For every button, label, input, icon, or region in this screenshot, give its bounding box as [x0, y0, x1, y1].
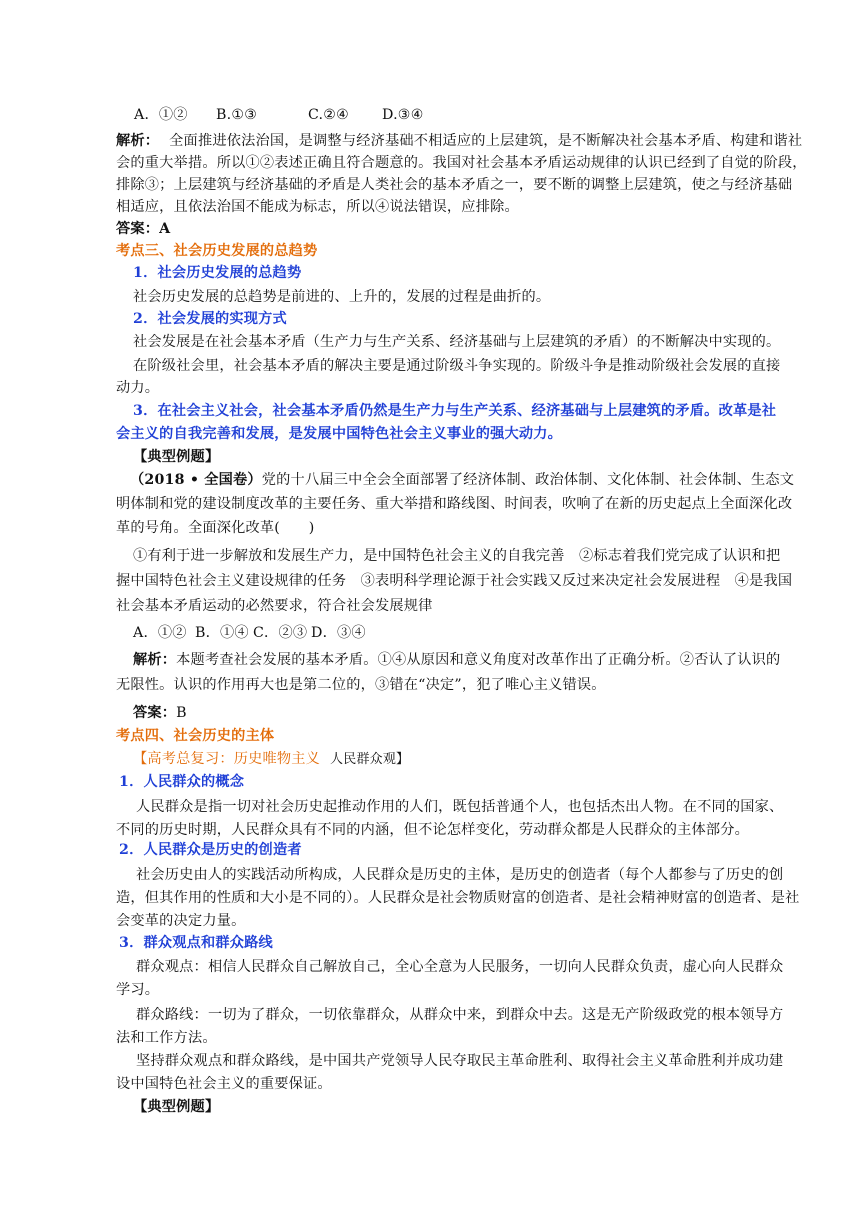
option-d: D.③④	[382, 107, 424, 123]
section-4-paragraph: 社会历史由人的实践活动所构成，人民群众是历史的主体，是历史的创造者（每个人都参与了历史的创	[136, 867, 784, 883]
question-answer	[133, 702, 187, 724]
section-4-heading-2: 2．人民群众是历史的创造者	[119, 842, 302, 858]
section-4-title: 考点四、社会历史的主体	[116, 728, 275, 744]
section-4-paragraph: 群众观点：相信人民群众自己解放自己，全心全意为人民服务，一切向人民群众负责，虚心向人民群众	[136, 959, 784, 975]
section-3-heading-3: 会主义的自我完善和发展，是发展中国特色社会主义事业的强大动力。	[116, 426, 563, 442]
section-4-paragraph: 造，但其作用的性质和大小是不同的）。人民群众是社会物质财富的创造者、是社会精神财富的创造者、是社	[116, 890, 800, 906]
section-3-heading-3: 3．在社会主义社会，社会基本矛盾仍然是生产力与生产关系、经济基础与上层建筑的矛盾。改革是社	[133, 403, 777, 419]
option-c: C．②③	[253, 625, 308, 641]
answer-label: 答案：	[133, 705, 177, 721]
q1-analysis-line: 相适应，且依法治国不能成为标志，所以④说法错误，应排除。	[116, 199, 519, 215]
question-stem-line: 明体制和党的建设制度改革的主要任务、重大举措和路线图、时间表，吹响了在新的历史起点上全面深化改	[116, 496, 793, 512]
question-stem-line: 革的号角。全面深化改革( )	[116, 520, 315, 536]
section-4-paragraph: 会变革的决定力量。	[116, 913, 246, 929]
option-a: A．①②	[133, 625, 187, 641]
question-choice-line: ①有利于进一步解放和发展生产力，是中国特色社会主义的自我完善 ②标志着我们党完成了认识和把	[133, 548, 781, 564]
example-heading: 【典型例题】	[133, 1099, 220, 1115]
section-4-paragraph: 坚持群众观点和群众路线，是中国共产党领导人民夺取民主革命胜利、取得社会主义革命胜利并成功建	[136, 1053, 784, 1069]
analysis-label: 解析：	[116, 133, 160, 149]
section-4-paragraph: 人民群众是指一切对社会历史起推动作用的人们，既包括普通个人，也包括杰出人物。在不同的国家、	[136, 799, 784, 815]
section-4-heading-3: 3．群众观点和群众路线	[119, 935, 273, 951]
section-4-paragraph: 群众路线：一切为了群众，一切依靠群众，从群众中来，到群众中去。这是无产阶级政党的根本领导方	[136, 1007, 784, 1023]
option-a: A．①②	[134, 107, 188, 123]
option-b: B．①④	[195, 625, 249, 641]
analysis-label: 解析：	[133, 652, 177, 668]
q1-analysis-line: 解析： 全面推进依法治国，是调整与经济基础不相适应的上层建筑，是不断解决社会基本矛盾、构建和谐社	[116, 133, 803, 149]
section-3-paragraph: 在阶级社会里，社会基本矛盾的解决主要是通过阶级斗争实现的。阶级斗争是推动阶级社会发展的直接	[133, 358, 781, 374]
question-options	[133, 622, 366, 644]
section-4-paragraph: 不同的历史时期，人民群众具有不同的内涵，但不论怎样变化，劳动群众都是人民群众的主体部分。	[116, 822, 750, 838]
question-choice-line: 握中国特色社会主义建设规律的任务 ③表明科学理论源于社会实践又反过来决定社会发展进程 ④是我国	[116, 573, 793, 589]
question-stem-line: （2018 • 全国卷）党的十八届三中全会全面部署了经济体制、政治体制、文化体制、社会体制、生态文	[130, 472, 795, 488]
review-tag: 【高考总复习：历史唯物主义 人民群众观】	[133, 751, 410, 767]
section-3-paragraph: 社会历史发展的总趋势是前进的、上升的，发展的过程是曲折的。	[133, 289, 551, 305]
section-3-paragraph: 动力。	[116, 380, 160, 396]
section-3-paragraph: 社会发展是在社会基本矛盾（生产力与生产关系、经济基础与上层建筑的矛盾）的不断解决中实现的。	[133, 334, 781, 350]
question-source: （2018 • 全国卷）	[130, 472, 262, 488]
example-heading: 【典型例题】	[133, 449, 220, 465]
section-4-paragraph: 法和工作方法。	[116, 1030, 217, 1046]
q1-analysis-line: 排除③；上层建筑与经济基础的矛盾是人类社会的基本矛盾之一，要不断的调整上层建筑，使之与经济基础	[116, 177, 793, 193]
q1-options	[134, 104, 424, 126]
section-3-heading-2: 2．社会发展的实现方式	[133, 311, 287, 327]
option-d: D．③④	[311, 625, 366, 641]
q1-analysis-line: 会的重大举措。所以①②表述正确且符合题意的。我国对社会基本矛盾运动规律的认识已经到了自觉的阶段，	[116, 155, 807, 171]
answer-value: B	[176, 705, 187, 721]
question-analysis-line: 无限性。认识的作用再大也是第二位的，③错在“决定”，犯了唯心主义错误。	[116, 677, 606, 693]
section-4-paragraph: 学习。	[116, 982, 160, 998]
section-4-heading-1: 1．人民群众的概念	[119, 774, 245, 790]
q1-answer: 答案：A	[116, 221, 171, 237]
section-3-heading-1: 1．社会历史发展的总趋势	[133, 265, 302, 281]
section-4-paragraph: 设中国特色社会主义的重要保证。	[116, 1076, 332, 1092]
option-c: C.②④	[308, 107, 350, 123]
option-b: B.①③	[216, 107, 258, 123]
section-3-title: 考点三、社会历史发展的总趋势	[116, 243, 318, 259]
question-choice-line: 社会基本矛盾运动的必然要求，符合社会发展规律	[116, 598, 433, 614]
question-analysis-line: 解析：本题考查社会发展的基本矛盾。①④从原因和意义角度对改革作出了正确分析。②否认了认识的	[133, 652, 781, 668]
